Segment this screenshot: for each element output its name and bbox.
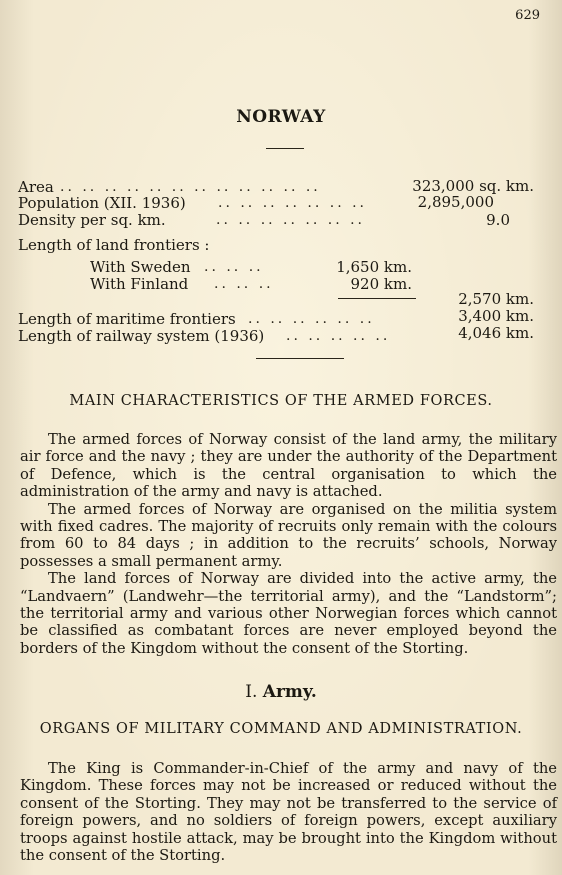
leader-dots: .. .. .. .. .. .. .. <box>218 195 368 211</box>
army-numeral: I. <box>245 682 258 702</box>
paragraph: The armed forces of Norway are organised on the militia system with fixed cadres. The majority of recruits only remain with the colours from 60 to 84 days ; in addition to the recruits’ schools, Norway possesses a small permanent army. <box>20 500 557 570</box>
leader-dots: .. .. .. .. .. .. .. .. .. .. .. .. <box>60 179 321 195</box>
army-heading <box>0 682 562 702</box>
finland-value: 920 km. <box>350 275 412 293</box>
density-value: 9.0 <box>486 211 510 229</box>
sweden-label: With Sweden <box>90 258 191 276</box>
railway-value: 4,046 km. <box>458 324 534 342</box>
section-divider <box>256 358 344 359</box>
land-total-value: 2,570 km. <box>458 290 534 308</box>
page-title: NORWAY <box>236 107 326 127</box>
page-number: 629 <box>515 8 540 23</box>
title-underline <box>266 148 304 149</box>
leader-dots: .. .. .. .. .. .. <box>248 311 375 327</box>
maritime-label: Length of maritime frontiers <box>18 310 236 328</box>
density-label: Density per sq. km. <box>18 211 166 229</box>
population-value: 2,895,000 <box>417 193 494 211</box>
sweden-value: 1,650 km. <box>336 258 412 276</box>
subtotal-rule <box>338 298 416 299</box>
area-label: Area <box>18 178 54 196</box>
leader-dots: .. .. .. .. .. <box>286 328 391 344</box>
railway-label: Length of railway system (1936) <box>18 327 265 345</box>
land-frontiers-label: Length of land frontiers : <box>18 236 210 254</box>
body-text-command <box>20 760 557 864</box>
maritime-value: 3,400 km. <box>458 307 534 325</box>
paragraph: The land forces of Norway are divided into the active army, the “Landvaern” (Landwehr—the territorial army), and the “Landstorm”; the territorial army and various other Norwegian forces which cannot be classified as combatant forces are never employed beyond the borders of the Kingdom without the consent of the Storting. <box>20 570 557 657</box>
leader-dots: .. .. .. <box>204 259 264 275</box>
finland-label: With Finland <box>90 275 189 293</box>
leader-dots: .. .. .. <box>214 276 274 292</box>
section-heading-command: ORGANS OF MILITARY COMMAND AND ADMINISTRATION. <box>39 721 523 737</box>
area-value: 323,000 sq. km. <box>412 177 534 195</box>
leader-dots: .. .. .. .. .. .. .. <box>216 212 366 228</box>
paragraph: The armed forces of Norway consist of the land army, the military air force and the navy ; they are under the authority of the Department of Defence, which is the central organisation to which the administration of the army and navy is attached. <box>20 431 557 501</box>
section-heading-armed-forces: MAIN CHARACTERISTICS OF THE ARMED FORCES. <box>69 393 493 409</box>
paragraph: The King is Commander-in-Chief of the army and navy of the Kingdom. These forces may not be increased or reduced without the consent of the Storting. They may not be transferred to the service of foreign powers, and no soldiers of foreign powers, except auxiliary troops against hostile attack, may be brought into the Kingdom without the consent of the Storting. <box>20 760 557 865</box>
body-text-armed-forces <box>20 431 557 657</box>
population-label: Population (XII. 1936) <box>18 194 186 212</box>
army-title: Army. <box>262 682 317 702</box>
